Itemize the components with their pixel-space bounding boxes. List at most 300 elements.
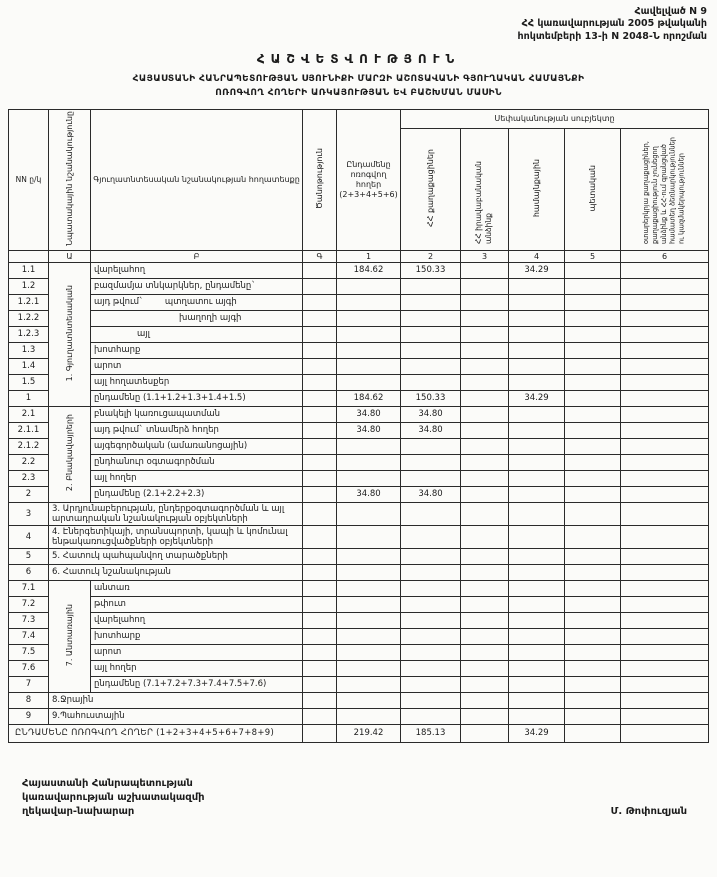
value-cell-col4 [509,310,565,326]
value-cell-col3 [461,438,509,454]
note-cell [303,390,337,406]
header-row-1 [9,109,709,128]
value-cell-col3 [461,660,509,676]
table-row [9,580,709,596]
value-cell-col4 [509,628,565,644]
value-cell-col5 [565,525,621,548]
land-type-cell: արոտ [91,358,303,374]
value-cell-col2 [401,525,461,548]
value-cell-col2 [401,580,461,596]
row-number-cell: 7 [9,676,49,692]
value-cell-col3 [461,676,509,692]
value-cell-col1: 184.62 [337,390,401,406]
value-cell-col1 [337,644,401,660]
signature-org-line-3: ղեկավար-նախարար [22,805,135,817]
land-type-cell: բազմամյա տնկարկներ, ընդամենը` [91,278,303,294]
note-cell [303,358,337,374]
value-cell-col1 [337,692,401,708]
note-cell [303,612,337,628]
col-header-legal [461,129,509,251]
signature-name: Մ. Թոփուզյան [610,805,687,817]
land-type-cell: խոտհարք [91,342,303,358]
value-cell-col2 [401,644,461,660]
value-cell-col3 [461,486,509,502]
value-cell-col4 [509,502,565,525]
note-cell [303,564,337,580]
value-cell-col2: 34.80 [401,406,461,422]
value-cell-col1 [337,628,401,644]
value-cell-col6 [621,502,709,525]
value-cell-col3 [461,525,509,548]
value-cell-col6 [621,406,709,422]
row-number-cell: 2.1 [9,406,49,422]
value-cell-col2 [401,326,461,342]
row-number-cell: 3 [9,502,49,525]
value-cell-col5 [565,548,621,564]
appendix-line-3: հոկտեմբերի 13-ի N 2048-Ն որոշման [517,30,707,42]
land-type-cell: ընդհանուր օգտագործման [91,454,303,470]
col-header-purpose [49,109,91,250]
land-type-cell: թփուտ [91,596,303,612]
value-cell-col3 [461,596,509,612]
value-cell-col4 [509,564,565,580]
column-letter: Բ [91,250,303,262]
value-cell-col2: 150.33 [401,262,461,278]
signature-org-line-1: Հայաստանի Հանրապետության [22,777,193,789]
land-type-cell: անտառ [91,580,303,596]
value-cell-col3 [461,406,509,422]
col-header-community-label: համայնքային [531,158,541,217]
column-letter: 3 [461,250,509,262]
value-cell-col1: 34.80 [337,406,401,422]
value-cell-col1 [337,294,401,310]
value-cell-col5 [565,374,621,390]
col-header-state [565,129,621,251]
value-cell-col2 [401,502,461,525]
table-row [9,470,709,486]
group-label-cell [49,406,91,502]
value-cell-col4 [509,406,565,422]
value-cell-col4: 34.29 [509,724,565,742]
row-number-cell: 7.5 [9,644,49,660]
land-type-cell: այդ թվում` պտղատու այգի [91,294,303,310]
land-type-cell: վարելահող [91,262,303,278]
value-cell-col5 [565,580,621,596]
note-cell [303,406,337,422]
signature-block [8,777,709,819]
note-cell [303,724,337,742]
value-cell-col1 [337,525,401,548]
row-number-cell: 4 [9,525,49,548]
col-header-foreign-label: օտարերկրյա քաղաքացիներ, քաղաքացիություն չունեցող անձինք և ՀՀ-ում գրանցված համատեղ ձեռնարկություններ ու կազմակերպություններ [642,136,686,244]
value-cell-col5 [565,278,621,294]
row-number-cell: 9 [9,708,49,724]
table-row [9,438,709,454]
group-label: 2. Բնակավայրերի [64,414,74,492]
value-cell-col5 [565,310,621,326]
value-cell-col3 [461,358,509,374]
value-cell-col2: 185.13 [401,724,461,742]
table-row [9,502,709,525]
value-cell-col4: 34.29 [509,262,565,278]
value-cell-col6 [621,358,709,374]
value-cell-col3 [461,502,509,525]
note-cell [303,342,337,358]
row-number-cell: 2.1.2 [9,438,49,454]
table-row [9,692,709,708]
value-cell-col4: 34.29 [509,390,565,406]
land-type-cell: 9.Պահուստային [49,708,303,724]
value-cell-col4 [509,612,565,628]
table-row [9,676,709,692]
value-cell-col5 [565,422,621,438]
value-cell-col6 [621,644,709,660]
land-type-cell: խոտհարք [91,628,303,644]
note-cell [303,326,337,342]
value-cell-col2 [401,310,461,326]
value-cell-col1 [337,374,401,390]
table-row [9,262,709,278]
value-cell-col6 [621,564,709,580]
value-cell-col5 [565,692,621,708]
col-header-total: Ընդամենը ոռոգվող հողեր (2+3+4+5+6) [337,109,401,250]
row-number-cell: 1.2.3 [9,326,49,342]
row-number-cell: 5 [9,548,49,564]
value-cell-col3 [461,326,509,342]
value-cell-col5 [565,438,621,454]
report-table-head [9,109,709,262]
col-header-foreign [621,129,709,251]
note-cell [303,676,337,692]
value-cell-col6 [621,628,709,644]
value-cell-col6 [621,708,709,724]
value-cell-col1 [337,310,401,326]
note-cell [303,262,337,278]
table-row [9,486,709,502]
table-row [9,342,709,358]
value-cell-col6 [621,548,709,564]
value-cell-col1: 34.80 [337,486,401,502]
note-cell [303,422,337,438]
land-type-cell: 6. Հատուկ նշանակության [49,564,303,580]
value-cell-col5 [565,326,621,342]
title-block [8,52,709,101]
signature-org-line-2: կառավարության աշխատակազմի [22,791,205,803]
column-letter: Ա [49,250,91,262]
value-cell-col4 [509,660,565,676]
value-cell-col3 [461,278,509,294]
value-cell-col3 [461,454,509,470]
value-cell-col1: 34.80 [337,422,401,438]
value-cell-col2 [401,278,461,294]
value-cell-col1 [337,596,401,612]
col-header-ownership-group: Սեփականության սուբյեկտը [401,109,709,128]
value-cell-col5 [565,596,621,612]
value-cell-col6 [621,374,709,390]
report-table-body [9,262,709,742]
appendix-line-2: ՀՀ կառավարության 2005 թվականի [521,18,707,30]
value-cell-col5 [565,660,621,676]
row-number-cell: 7.4 [9,628,49,644]
value-cell-col6 [621,294,709,310]
value-cell-col2 [401,470,461,486]
col-header-community [509,129,565,251]
appendix-block [8,6,709,43]
value-cell-col1 [337,326,401,342]
value-cell-col6 [621,724,709,742]
row-number-cell: 1.2.1 [9,294,49,310]
land-type-cell: խաղողի այգի [91,310,303,326]
value-cell-col1: 219.42 [337,724,401,742]
value-cell-col5 [565,612,621,628]
value-cell-col2 [401,438,461,454]
value-cell-col2 [401,692,461,708]
value-cell-col2: 34.80 [401,422,461,438]
land-type-cell: 8.Ջրային [49,692,303,708]
note-cell [303,470,337,486]
note-cell [303,548,337,564]
table-row [9,454,709,470]
value-cell-col1 [337,548,401,564]
row-number-cell: 2.2 [9,454,49,470]
land-type-cell: բնակելի կառուցապատման [91,406,303,422]
row-number-cell: 7.2 [9,596,49,612]
col-header-state-label: պետական [587,164,597,212]
value-cell-col1 [337,470,401,486]
value-cell-col3 [461,310,509,326]
note-cell [303,454,337,470]
table-row [9,326,709,342]
land-type-cell: այլ հողեր [91,470,303,486]
col-header-landtype: Գյուղատնտեսական նշանակության հողատեսքը [91,109,303,250]
value-cell-col4 [509,454,565,470]
value-cell-col1 [337,564,401,580]
value-cell-col6 [621,596,709,612]
value-cell-col6 [621,692,709,708]
value-cell-col5 [565,342,621,358]
value-cell-col6 [621,676,709,692]
value-cell-col5 [565,262,621,278]
row-number-cell: 2.3 [9,470,49,486]
land-type-cell: 4. Էներգետիկայի, տրանսպորտի, կապի և կոմունալ ենթակառուցվածքների օբյեկտների [49,525,303,548]
value-cell-col5 [565,294,621,310]
table-row [9,548,709,564]
value-cell-col6 [621,580,709,596]
document-subtitle [8,73,709,101]
value-cell-col4 [509,294,565,310]
note-cell [303,294,337,310]
value-cell-col5 [565,644,621,660]
value-cell-col5 [565,486,621,502]
value-cell-col5 [565,724,621,742]
value-cell-col4 [509,644,565,660]
col-header-citizens-label: ՀՀ քաղաքացիներ [425,148,435,227]
value-cell-col3 [461,708,509,724]
value-cell-col2 [401,342,461,358]
value-cell-col2 [401,660,461,676]
note-cell [303,486,337,502]
note-cell [303,438,337,454]
row-number-cell: 1.1 [9,262,49,278]
table-row [9,525,709,548]
value-cell-col1 [337,676,401,692]
value-cell-col4 [509,580,565,596]
note-cell [303,502,337,525]
group-label-cell [49,580,91,692]
table-row [9,406,709,422]
value-cell-col2 [401,676,461,692]
land-type-cell: այգեգործական (ամառանոցային) [91,438,303,454]
value-cell-col3 [461,628,509,644]
value-cell-col1 [337,454,401,470]
value-cell-col5 [565,564,621,580]
value-cell-col3 [461,548,509,564]
value-cell-col1 [337,438,401,454]
value-cell-col1 [337,278,401,294]
value-cell-col2 [401,548,461,564]
table-row [9,374,709,390]
table-row [9,644,709,660]
land-type-cell: վարելահող [91,612,303,628]
value-cell-col5 [565,406,621,422]
column-letter: 6 [621,250,709,262]
value-cell-col6 [621,310,709,326]
column-letter: 4 [509,250,565,262]
col-header-nn: NN ը/կ [9,109,49,250]
value-cell-col4 [509,548,565,564]
column-letter [9,250,49,262]
land-type-cell: ընդամենը (1.1+1.2+1.3+1.4+1.5) [91,390,303,406]
note-cell [303,596,337,612]
value-cell-col4 [509,422,565,438]
value-cell-col5 [565,676,621,692]
note-cell [303,692,337,708]
note-cell [303,278,337,294]
value-cell-col4 [509,486,565,502]
note-cell [303,374,337,390]
land-type-cell: այդ թվում` տնամերձ հողեր [91,422,303,438]
value-cell-col2 [401,596,461,612]
table-row [9,564,709,580]
note-cell [303,644,337,660]
value-cell-col2 [401,358,461,374]
row-number-cell: 1.4 [9,358,49,374]
value-cell-col2 [401,628,461,644]
value-cell-col3 [461,374,509,390]
value-cell-col2 [401,708,461,724]
value-cell-col5 [565,502,621,525]
value-cell-col1 [337,580,401,596]
subtitle-line-1: ՀԱՅԱՍՏԱՆԻ ՀԱՆՐԱՊԵՏՈՒԹՅԱՆ ՍՅՈՒՆԻՔԻ ՄԱՐԶԻ ԱՇՈՏԱՎԱՆԻ ԳՅՈՒՂԱԿԱՆ ՀԱՄԱՅՆՔԻ [132,74,585,85]
col-header-purpose-label: Նպատակային նշանակությունը [64,110,74,246]
value-cell-col5 [565,470,621,486]
value-cell-col6 [621,470,709,486]
value-cell-col1 [337,660,401,676]
value-cell-col3 [461,644,509,660]
table-row [9,596,709,612]
row-number-cell: 6 [9,564,49,580]
value-cell-col3 [461,612,509,628]
row-number-cell: 2 [9,486,49,502]
group-label-cell [49,262,91,406]
value-cell-col3 [461,262,509,278]
value-cell-col2: 150.33 [401,390,461,406]
land-type-cell: 3. Արդյունաբերության, ընդերքօգտագործման և այլ արտադրական նշանակության օբյեկտների [49,502,303,525]
value-cell-col2 [401,454,461,470]
note-cell [303,310,337,326]
row-number-cell: 1 [9,390,49,406]
note-cell [303,525,337,548]
value-cell-col4 [509,525,565,548]
value-cell-col2 [401,564,461,580]
value-cell-col3 [461,294,509,310]
value-cell-col6 [621,438,709,454]
value-cell-col2 [401,374,461,390]
col-header-citizens [401,129,461,251]
column-letter: 2 [401,250,461,262]
value-cell-col1: 184.62 [337,262,401,278]
value-cell-col4 [509,358,565,374]
value-cell-col3 [461,342,509,358]
column-letter: Գ [303,250,337,262]
value-cell-col6 [621,262,709,278]
value-cell-col4 [509,676,565,692]
document-title: ՀԱՇՎԵՏՎՈՒԹՅՈՒՆ [256,52,461,67]
land-type-cell: ընդամենը (2.1+2.2+2.3) [91,486,303,502]
total-row [9,724,709,742]
table-row [9,422,709,438]
row-number-cell: 1.2.2 [9,310,49,326]
table-row [9,628,709,644]
land-type-cell: ընդամենը (7.1+7.2+7.3+7.4+7.5+7.6) [91,676,303,692]
total-row-label: ԸՆԴԱՄԵՆԸ ՈՌՈԳՎՈՂ ՀՈՂԵՐ (1+2+3+4+5+6+7+8+9) [9,724,303,742]
value-cell-col3 [461,390,509,406]
table-row [9,278,709,294]
value-cell-col4 [509,278,565,294]
signature-org [22,777,205,819]
value-cell-col1 [337,342,401,358]
value-cell-col6 [621,422,709,438]
value-cell-col2: 34.80 [401,486,461,502]
value-cell-col5 [565,628,621,644]
value-cell-col4 [509,374,565,390]
value-cell-col1 [337,502,401,525]
value-cell-col2 [401,294,461,310]
note-cell [303,660,337,676]
value-cell-col1 [337,612,401,628]
table-row [9,310,709,326]
table-row [9,294,709,310]
value-cell-col4 [509,596,565,612]
value-cell-col6 [621,278,709,294]
value-cell-col1 [337,358,401,374]
value-cell-col5 [565,454,621,470]
value-cell-col3 [461,422,509,438]
row-number-cell: 1.3 [9,342,49,358]
land-type-cell: արոտ [91,644,303,660]
row-number-cell: 7.6 [9,660,49,676]
land-type-cell: այլ [91,326,303,342]
subtitle-line-2: ՈՌՈԳՎՈՂ ՀՈՂԵՐԻ ԱՌԿԱՅՈՒԹՅԱՆ ԵՎ ԲԱՇԽՄԱՆ ՄԱՍԻՆ [215,87,502,98]
value-cell-col6 [621,612,709,628]
value-cell-col3 [461,580,509,596]
value-cell-col3 [461,692,509,708]
value-cell-col4 [509,470,565,486]
value-cell-col4 [509,342,565,358]
row-number-cell: 8 [9,692,49,708]
col-header-note [303,109,337,250]
table-row [9,358,709,374]
